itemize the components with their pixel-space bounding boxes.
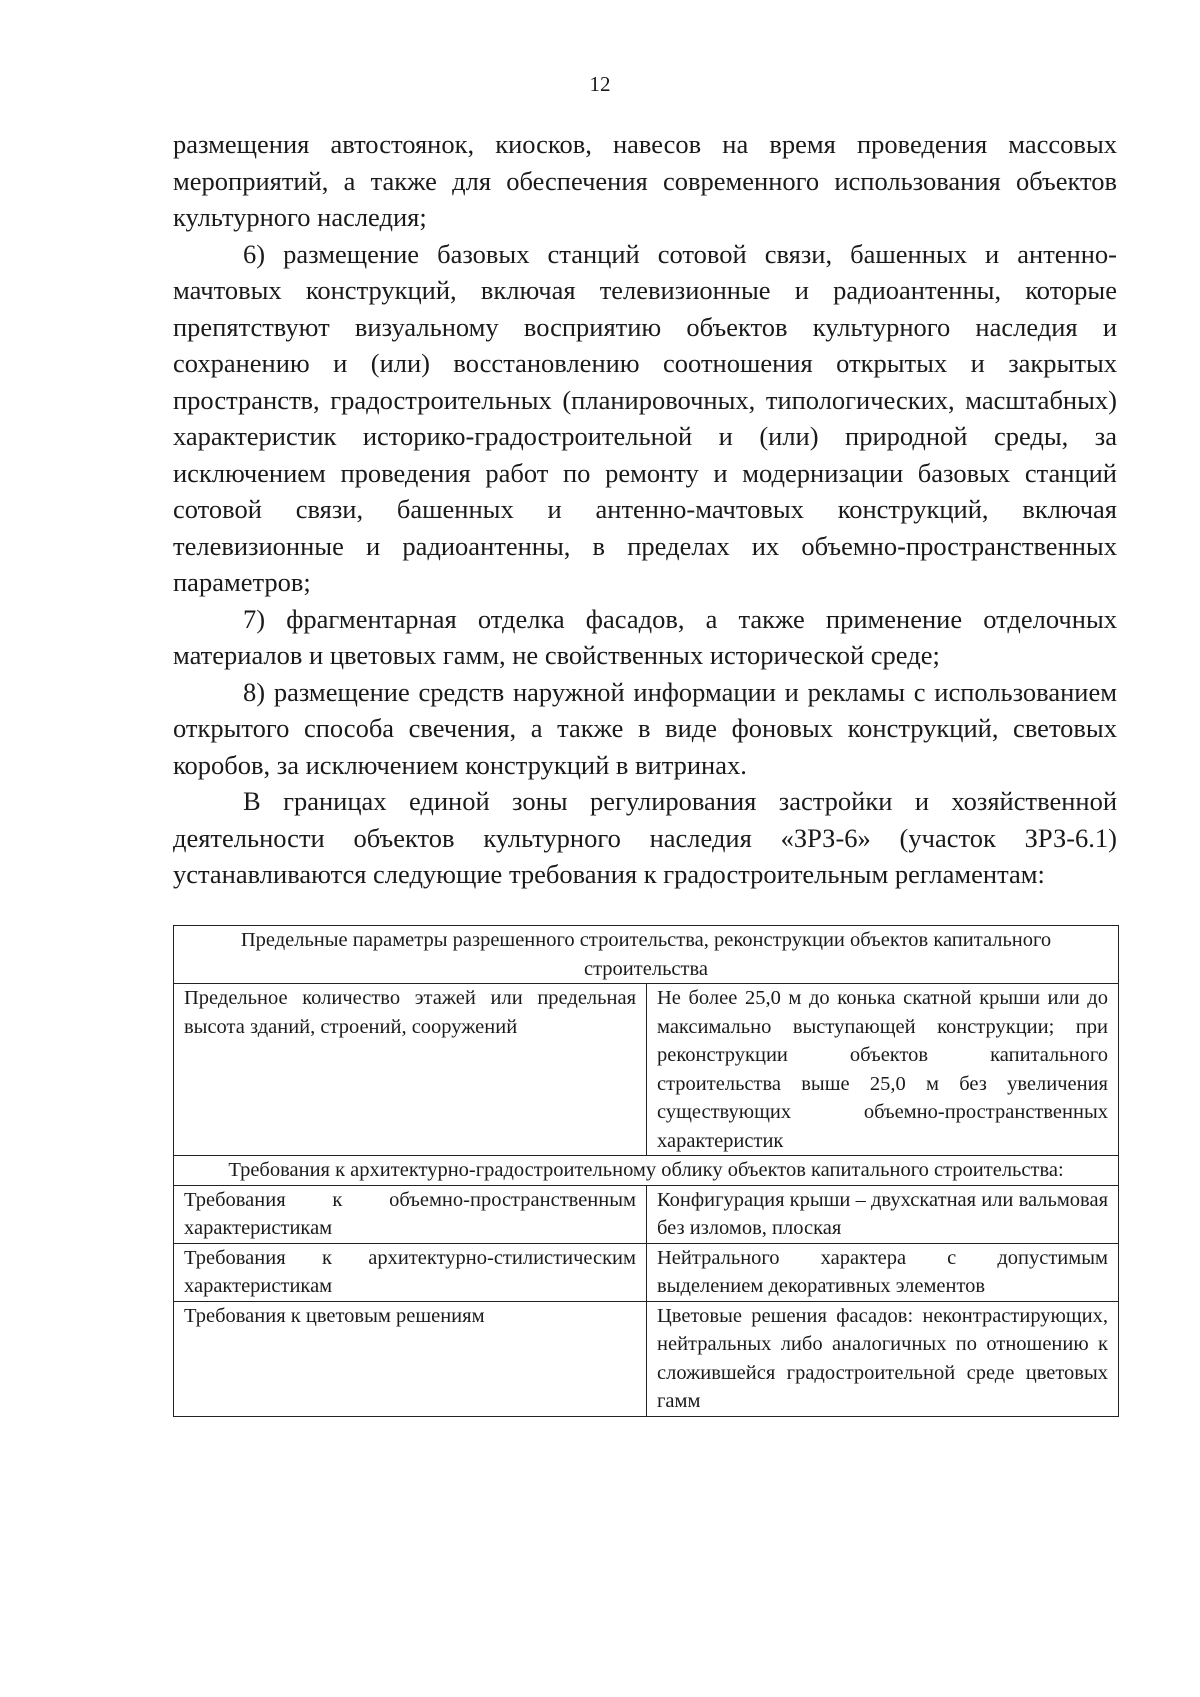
paragraph-item-8: 8) размещение средств наружной информации и рекламы с использованием открытого способа свечения, а также в виде фоновых конструкций, световых коробов, за исключением конструкций в витринах.	[173, 676, 1117, 780]
table-section-header-row	[174, 1156, 1119, 1186]
table-section-header-row	[174, 926, 1119, 984]
row-value-color: Цветовые решения фасадов: неконтрастирующих, нейтральных либо аналогичных по отношению к сложившейся градостроительной среде цветовых гамм	[647, 1301, 1119, 1416]
row-label-style: Требования к архитектурно-стилистическим характеристикам	[174, 1243, 647, 1301]
paragraph-item-6: 6) размещение базовых станций сотовой связи, башенных и антенно-мачтовых конструкций, включая телевизионные и радиоантенны, которые препятствуют визуальному восприятию объектов культурного наследия и сохранению и (или) восстановлению соотношения открытых и закрытых пространств, градостроительных (планировочных, типологических, масштабных) характеристик историко-градостроительной и (или) природной среды, за исключением проведения работ по ремонту и модернизации базовых станций сотовой связи, башенных и антенно-мачтовых конструкций, включая телевизионные и радиоантенны, в пределах их объемно-пространственных параметров;	[173, 238, 1117, 597]
table-row	[174, 1301, 1119, 1416]
table-row	[174, 1185, 1119, 1243]
row-value-height: Не более 25,0 м до конька скатной крыши или до максимально выступающей конструкции; при реконструкции объектов капитального строительства выше 25,0 м без увеличения существующих объемно-пространственных характеристик	[647, 984, 1119, 1156]
page-number: 12	[589, 72, 611, 96]
paragraph-continuation: размещения автостоянок, киосков, навесов на время проведения массовых мероприятий, а также для обеспечения современного использования объектов культурного наследия;	[173, 129, 1117, 232]
document-body	[173, 126, 1117, 893]
row-value-style: Нейтрального характера с допустимым выделением декоративных элементов	[647, 1243, 1119, 1301]
paragraph-item-7: 7) фрагментарная отделка фасадов, а также применение отделочных материалов и цветовых гамм, не свойственных исторической среде;	[173, 603, 1117, 670]
section-header-building-parameters: Предельные параметры разрешенного строительства, реконструкции объектов капитального строительства	[174, 926, 1119, 984]
row-label-color: Требования к цветовым решениям	[174, 1301, 647, 1416]
table-row	[174, 984, 1119, 1156]
section-header-architecture: Требования к архитектурно-градостроительному облику объектов капитального строительства:	[174, 1156, 1119, 1186]
row-label-volume: Требования к объемно-пространственным характеристикам	[174, 1185, 647, 1243]
regulations-table	[173, 925, 1119, 1417]
row-value-volume: Конфигурация крыши – двухскатная или вальмовая без изломов, плоская	[647, 1185, 1119, 1243]
row-label-height: Предельное количество этажей или предельная высота зданий, строений, сооружений	[174, 984, 647, 1156]
paragraph-zone-requirements: В границах единой зоны регулирования застройки и хозяйственной деятельности объектов культурного наследия «ЗРЗ-6» (участок ЗРЗ-6.1) устанавливаются следующие требования к градостроительным регламентам:	[173, 786, 1117, 889]
table-row	[174, 1243, 1119, 1301]
